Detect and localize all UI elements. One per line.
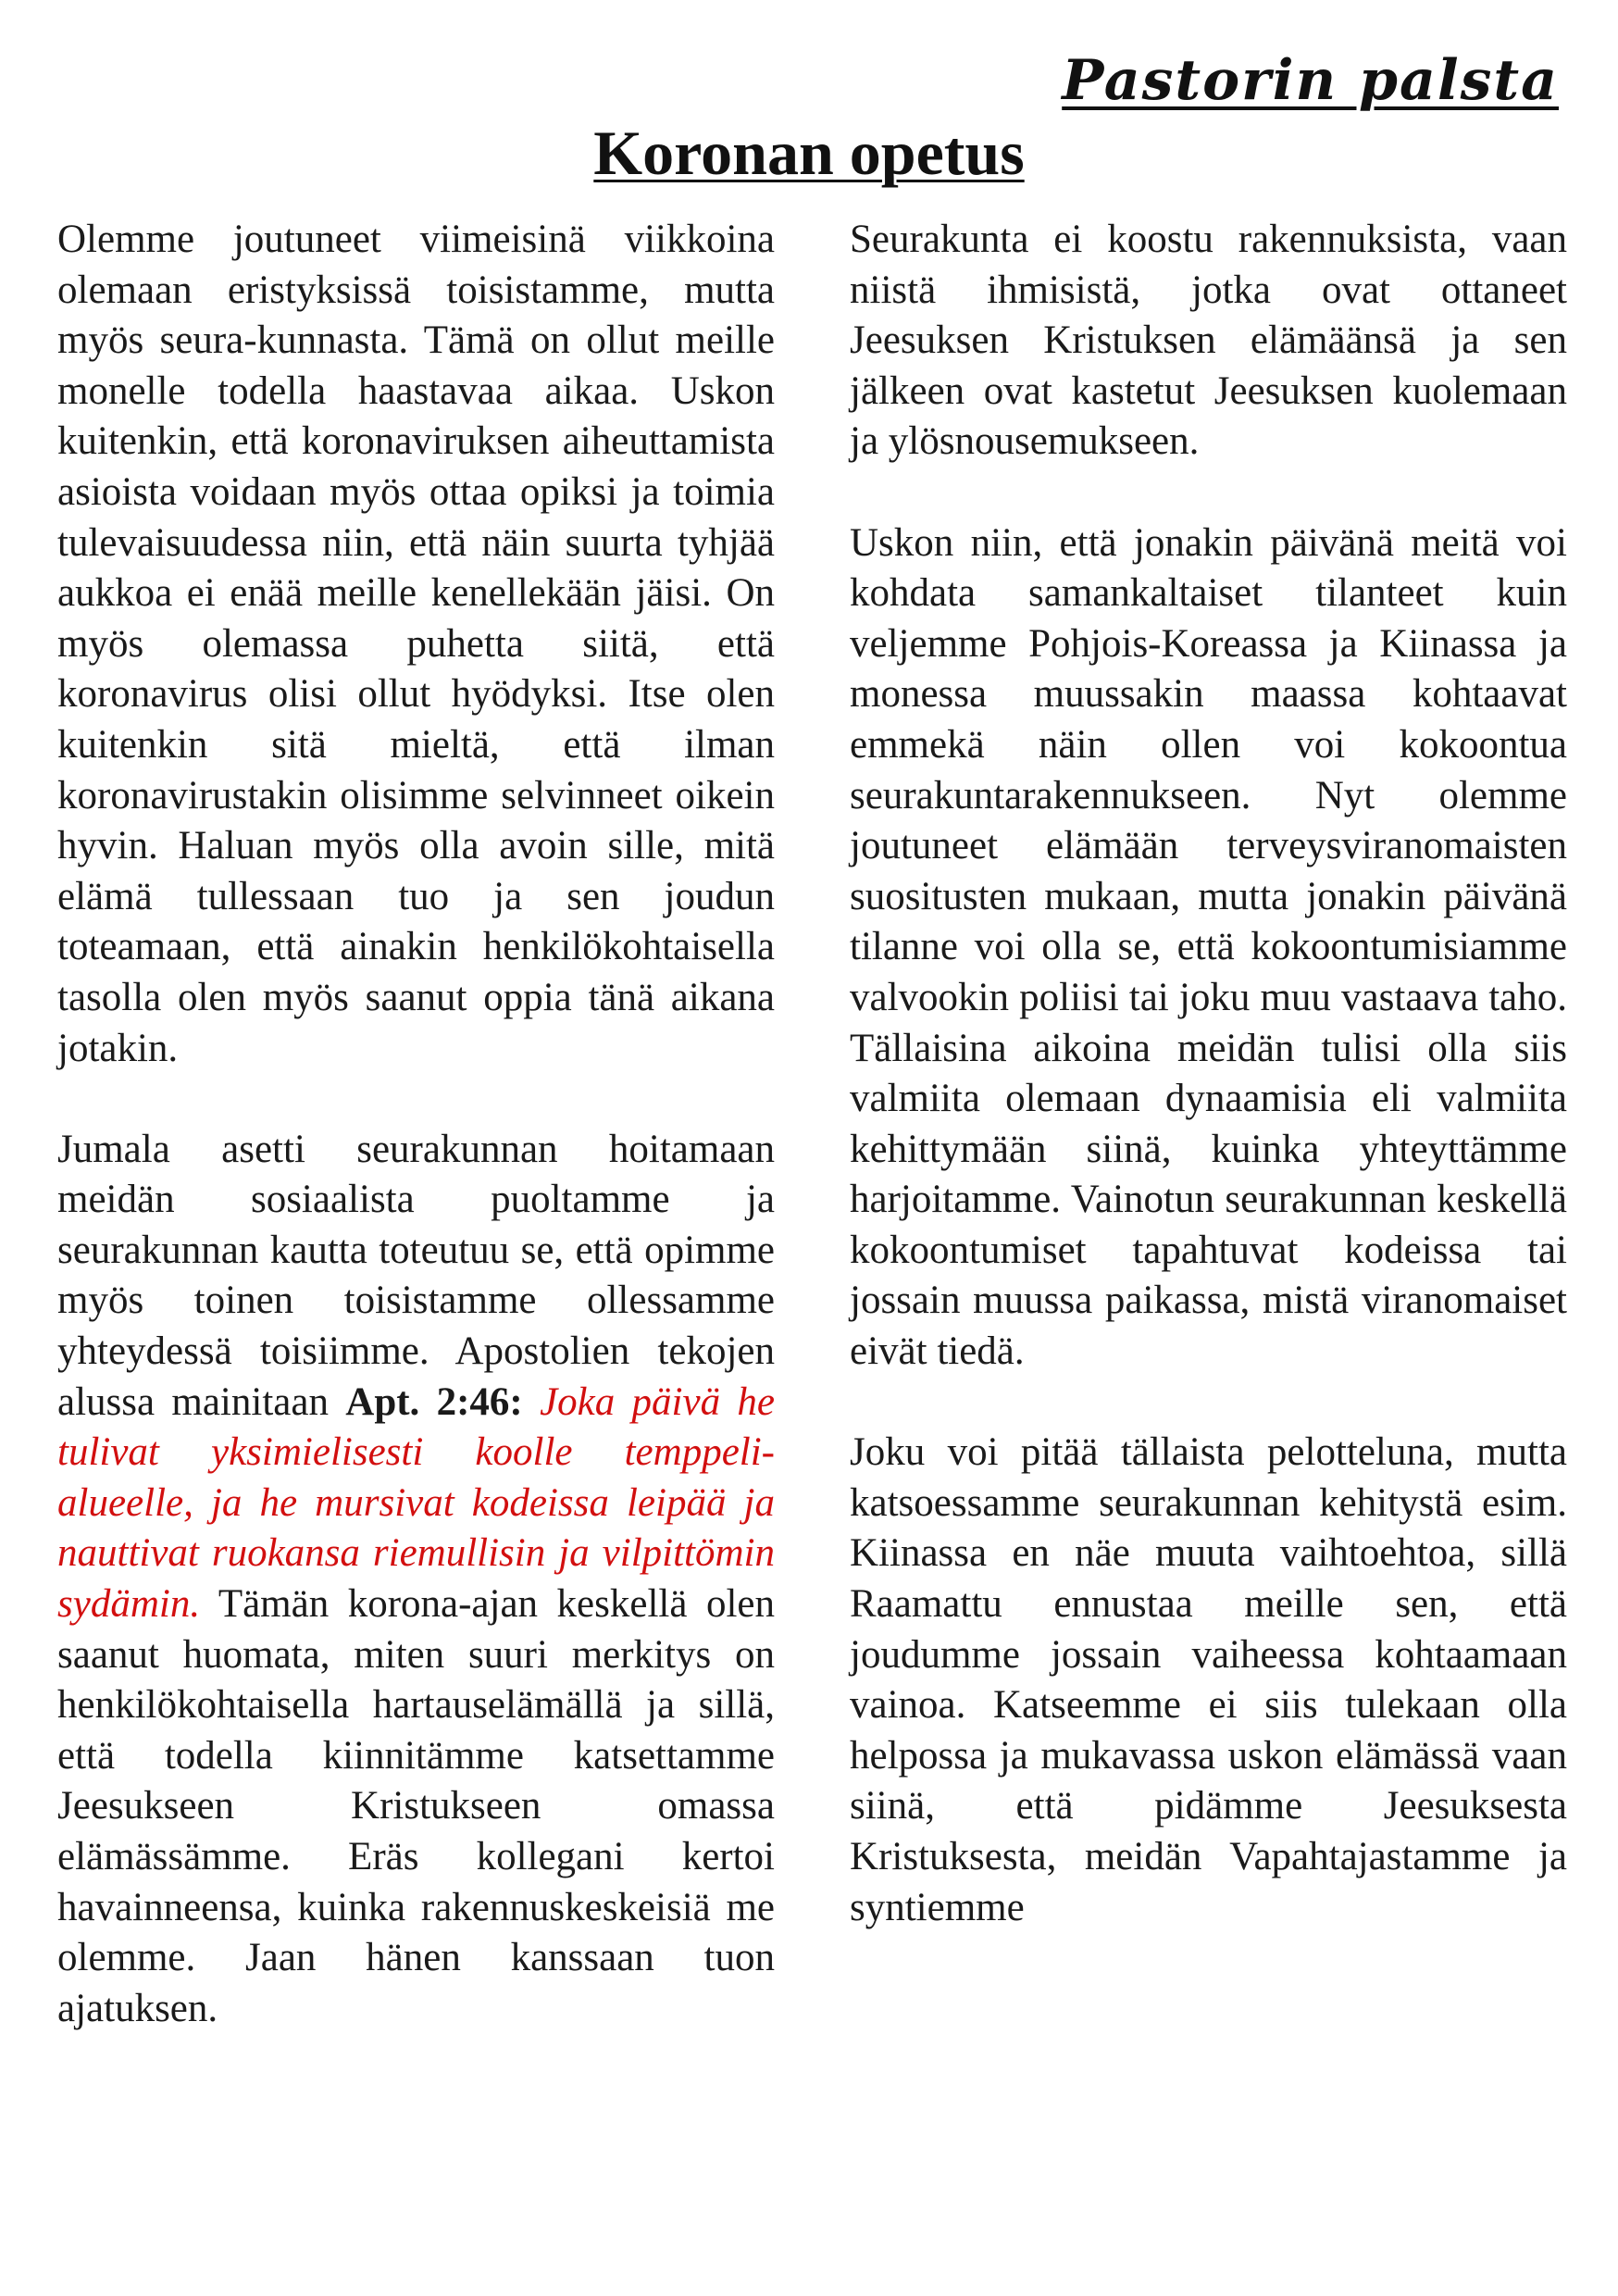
paragraph-church-people: Seurakunta ei koostu rakennuksista, vaan niistä ihmisistä, jotka ovat ottaneet Jeesuksen Kristuksen elämäänsä ja sen jälkeen ovat kastetut Jeesuksen kuolemaan ja ylösnousemukseen. xyxy=(850,218,1567,464)
column-label: Pastorin palsta xyxy=(1062,48,1559,113)
article-title xyxy=(0,119,1618,188)
paragraph-community xyxy=(57,1125,775,2035)
right-column xyxy=(850,215,1567,1933)
left-column xyxy=(57,215,775,2034)
bible-quote: Joka päivä he tulivat yksimielisesti koolle temppeli-alueelle, ja he mursivat kodeissa leipää ja nauttivat ruokansa riemullisin ja vilpittömin sydämin. xyxy=(57,1379,775,1627)
article-title-text: Koronan opetus xyxy=(593,118,1025,188)
paragraph-persecution: Uskon niin, että jonakin päivänä meitä voi kohdata samankaltaiset tilanteet kuin veljemme Pohjois-Koreassa ja Kiinassa ja monessa muussakin maassa kohtaavat emmekä näin ollen voi kokoontua seurakuntarakennukseen. Nyt olemme joutuneet elämään terveysviranomaisten suositusten mukaan, mutta jonakin päivänä tilanne voi olla se, että kokoontumisiamme valvookin poliisi tai joku muu vastaava taho. Tällaisina aikoina meidän tulisi olla siis valmiita olemaan dynaamisia eli valmiita kehittymään siinä, kuinka yhteyttämme harjoitamme. Vainotun seurakunnan keskellä kokoontumiset tapahtuvat kodeissa tai jossain muussa paikassa, mistä viranomaiset eivät tiedä. xyxy=(850,520,1567,1374)
paragraph-community-rest: Tämän korona-ajan keskellä olen saanut huomata, miten suuri merkitys on henkilökohtaisella hartauselämällä ja sillä, että todella kiinnitämme katsettamme Jeesukseen Kristukseen omassa elämässämme. Eräs kollegani kertoi havainneensa, kuinka rakennuskeskeisiä me olemme. Jaan hänen kanssaan tuon ajatuksen. xyxy=(57,1582,775,2030)
paragraph-intro: Olemme joutuneet viimeisinä viikkoina olemaan eristyksissä toisistamme, mutta myös seura-kunnasta. Tämä on ollut meille monelle todella haastavaa aikaa. Uskon kuitenkin, että koronaviruksen aiheuttamista asioista voidaan myös ottaa opiksi ja toimia tulevaisuudessa niin, että näin suurta tyhjää aukkoa ei enää meille kenellekään jäisi. On myös olemassa puhetta siitä, että koronavirus olisi ollut hyödyksi. Itse olen kuitenkin sitä mieltä, että ilman koronavirustakin olisimme selvinneet oikein hyvin. Haluan myös olla avoin sille, mitä elämä tullessaan tuo ja sen joudun toteamaan, että ainakin henkilökohtaisella tasolla olen myös saanut oppia tänä aikana jotakin. xyxy=(57,218,775,1070)
bible-reference: Apt. 2:46: xyxy=(345,1379,523,1424)
paragraph-conclusion: Joku voi pitää tällaista pelotteluna, mutta katsoessamme seurakunnan kehitystä esim. Kiinassa en näe muuta vaihtoehtoa, sillä Raamattu ennustaa meille sen, että joudumme jossain vaiheessa kohtaamaan vainoa. Katseemme ei siis tulekaan olla helpossa ja mukavassa uskon elämässä vaan siinä, että pidämme Jeesuksesta Kristuksesta, meidän Vapahtajastamme ja syntiemme xyxy=(850,1430,1567,1929)
paragraph-community-intro: Jumala asetti seurakunnan hoitamaan meidän sosiaalista puoltamme ja seurakunnan kautta toteutuu se, että opimme myös toinen toisistamme ollessamme yhteydessä toisiimme. Apostolien tekojen alussa mainitaan xyxy=(57,1127,775,1424)
